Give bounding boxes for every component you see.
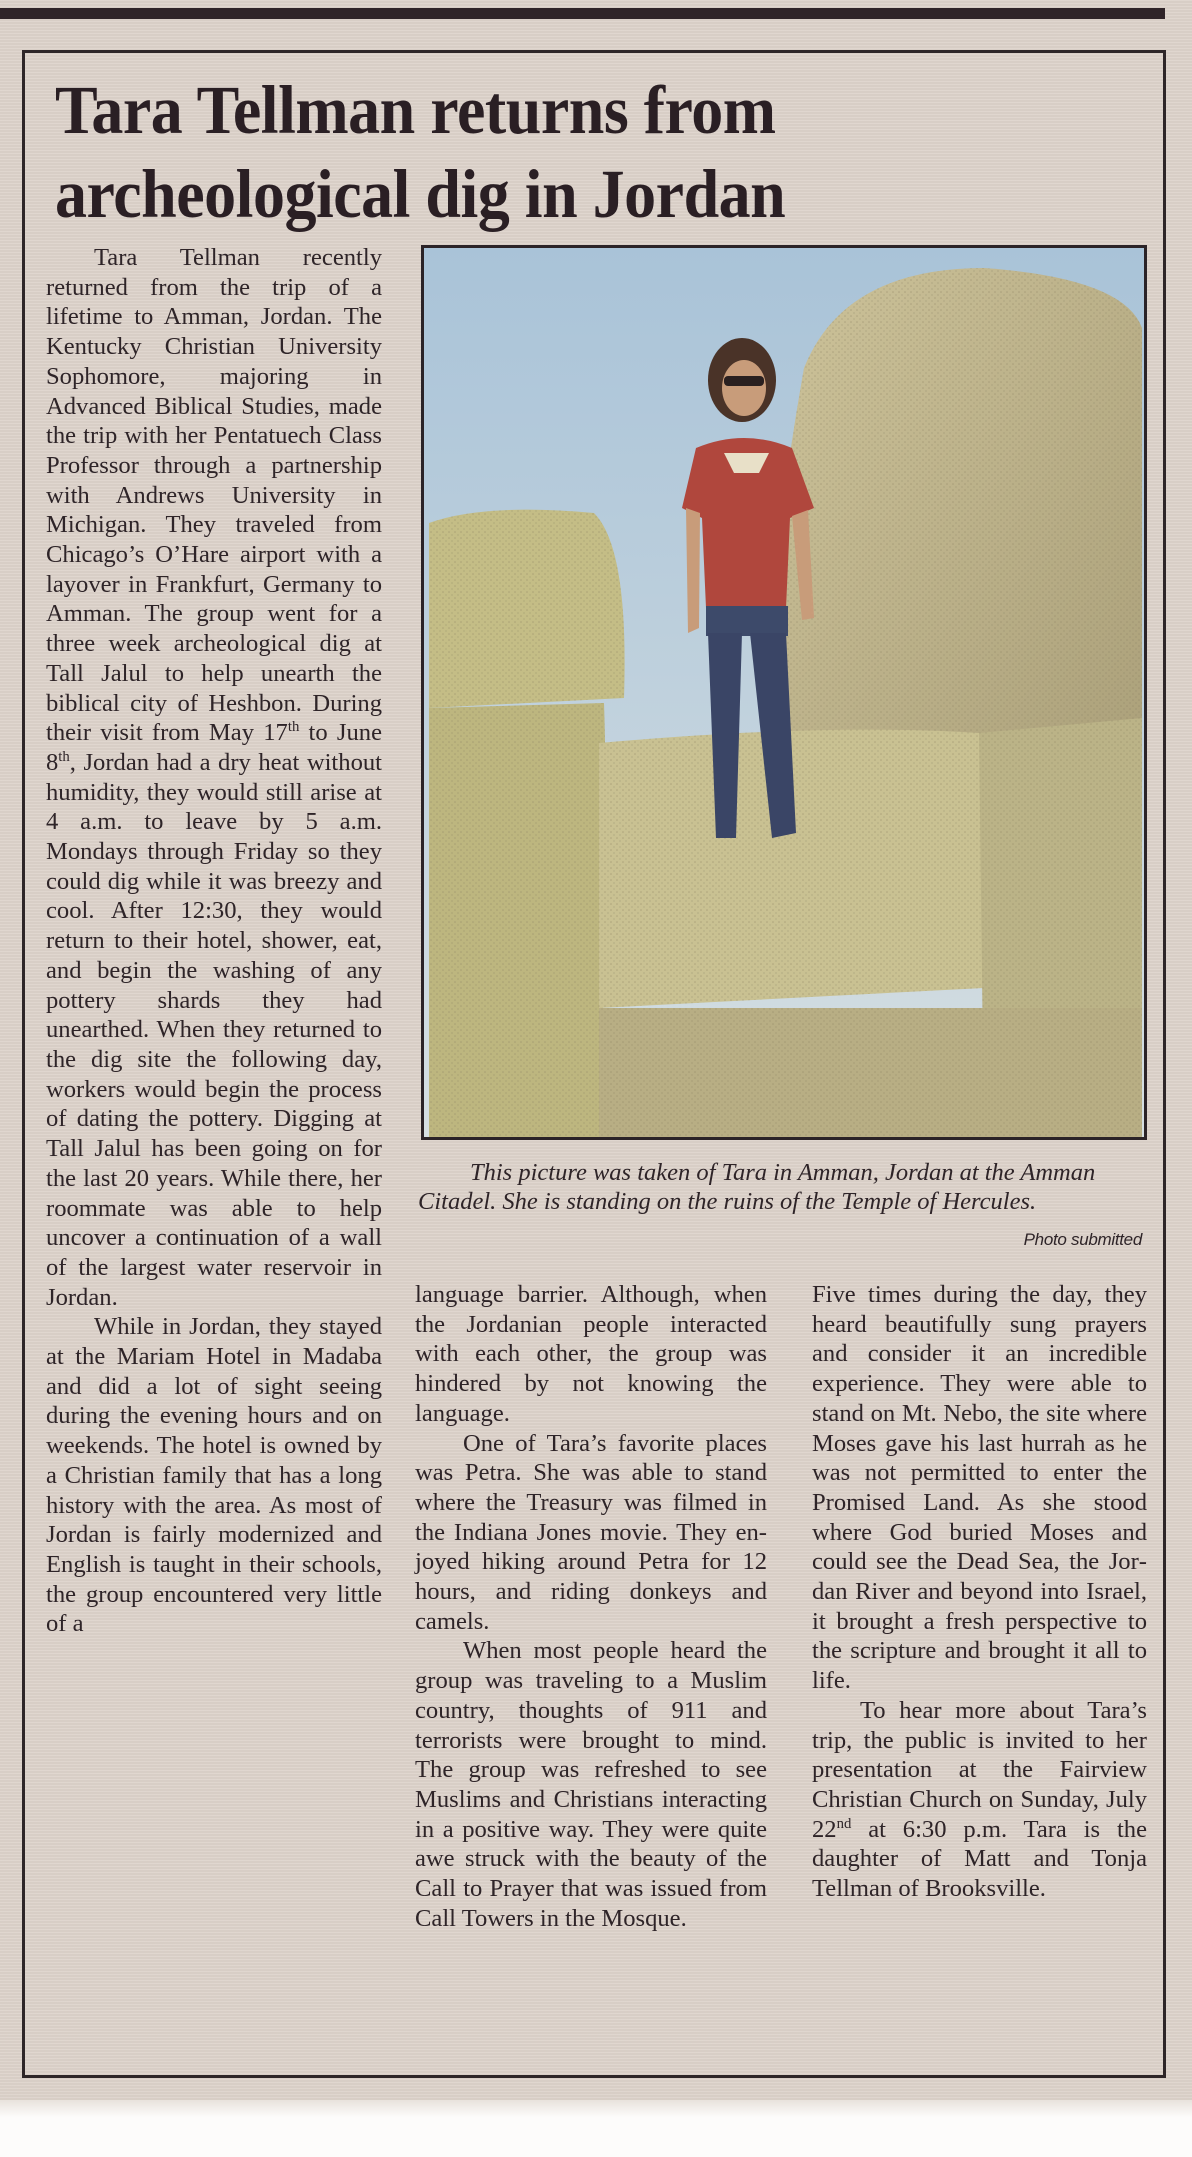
text-run: Tara Tellman recently returned from the trip of a lifetime to Amman, Jordan. The Kentucky Christian University Sophomore, majoring in Advanced Biblical Studies, made the trip with her Pentatuech Class Professor through a partnership with Andrews University in Michigan. They traveled from Chicago’s O’Hare airport with a layover in Frankfurt, Germany to Amman. The group went for a three week archeological dig at Tall Jalul to help unearth the biblical city of Heshbon. During their visit from May 17 (46, 244, 382, 747)
paragraph: One of Tara’s favorite places was Petra. She was able to stand where the Treasury was filmed in the Indiana Jones movie. They enjoyed hiking around Petra for 12 hours, and riding donkeys and camels. (415, 1429, 767, 1635)
article-column-3 (812, 1280, 1147, 1904)
article-column-2 (415, 1280, 767, 1933)
photo-illustration (424, 248, 1144, 1137)
headline-line-2: archeological dig in Jordan (55, 155, 786, 233)
page-edge (0, 2100, 1192, 2157)
top-rule (0, 8, 1165, 19)
paragraph: language barrier. Although, when the Jordanian people interacted with each other, the group was hindered by not knowing the language. (415, 1281, 767, 1427)
paragraph (46, 243, 382, 1312)
superscript: th (287, 719, 300, 736)
article-column-1 (46, 243, 382, 1639)
superscript: th (58, 748, 70, 765)
text-run: at 6:30 p.m. Tara is the daughter of Matt and Tonja Tellman of Brooksville. (812, 1815, 1147, 1903)
photo-credit: Photo submitted (1023, 1230, 1142, 1249)
paragraph: While in Jordan, they stayed at the Mariam Hotel in Madaba and did a lot of sight seeing during the evening hours and on weekends. The hotel is owned by a Christian family that has a long history with the area. As most of Jordan is fairly modernized and English is taught in their schools, the group encountered very little of a (46, 1313, 382, 1638)
photo-caption: This picture was taken of Tara in Amman, Jordan at the Amman Citadel. She is standing on the ruins of the Temple of Hercules. (418, 1159, 1096, 1215)
text-run: to June 8 (46, 719, 382, 776)
text-run: , Jordan had a dry heat without humidity, they would still arise at 4 a.m. to leave by 5 a.m. Mondays through Friday so they could dig while it was breezy and cool. After 12:30, they would return to their hotel, shower, eat, and begin the washing of any pottery shards they had unearthed. When they returned to the dig site the following day, workers would begin the process of dating the pottery. Digging at Tall Jalul has been going on for the last 20 years. While there, her roommate was able to help uncover a continuation of a wall of the largest water reservoir in Jordan. (46, 748, 382, 1311)
paragraph: When most people heard the group was traveling to a Muslim country, thoughts of 911 and terrorists were brought to mind. The group was refreshed to see Muslims and Christians interacting in a positive way. They were quite awe struck with the beauty of the Call to Prayer that was issued from Call Towers in the Mosque. (415, 1637, 767, 1932)
article-photo (421, 245, 1147, 1140)
paragraph (812, 1696, 1147, 1904)
paragraph: Five times during the day, they heard beautifully sung prayers and consider it an incredible experience. They were able to stand on Mt. Nebo, the site where Moses gave his last hurrah as he was not permitted to enter the Promised Land. As she stood where God buried Moses and could see the Dead Sea, the Jordan River and beyond into Israel, it brought a fresh perspective to the scripture and brought it all to life. (812, 1281, 1147, 1695)
text-run: To hear more about Tara’s trip, the public is invited to her presentation at the Fairview Christian Church on Sunday, July 22 (812, 1696, 1147, 1843)
headline (55, 68, 1135, 236)
superscript: nd (836, 1815, 852, 1832)
headline-line-1: Tara Tellman returns from (55, 71, 776, 148)
